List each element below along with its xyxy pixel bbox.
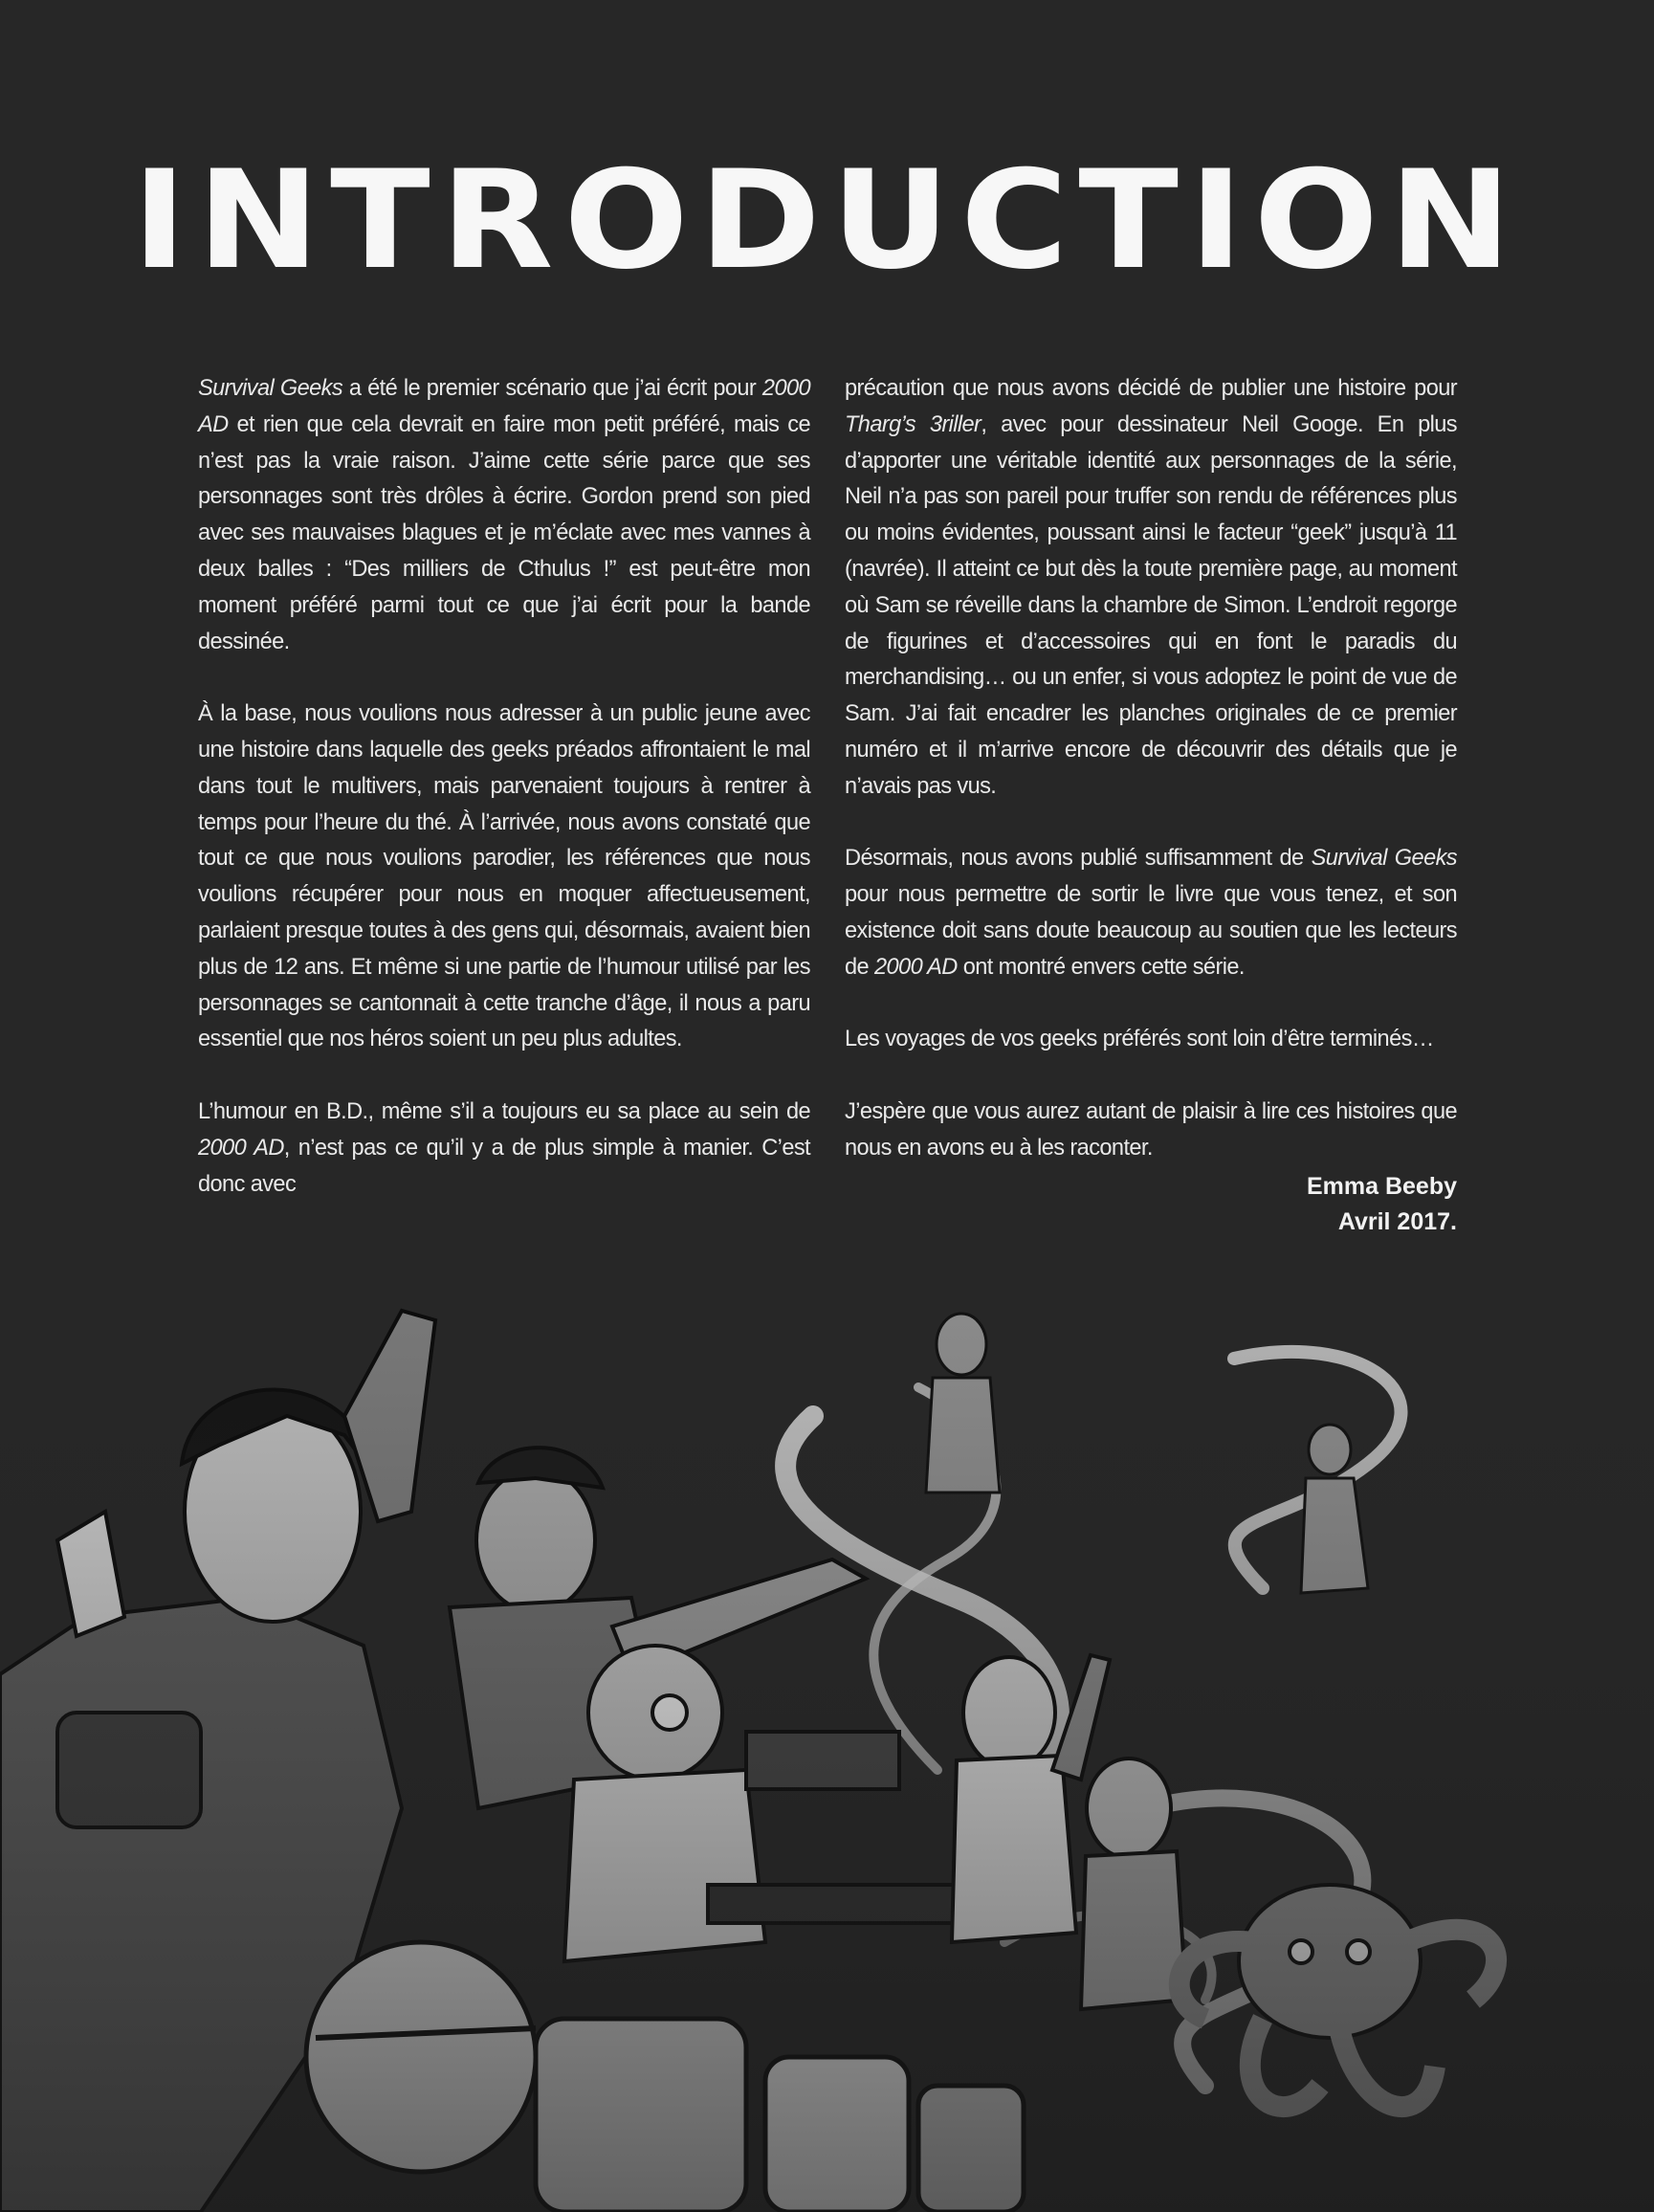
page-title: INTRODUCTION [132,142,1522,299]
text-run: L’humour en B.D., même s’il a toujours eu sa place au sein de [198,1098,810,1124]
text-run: et rien que cela devrait en faire mon petit préféré, mais ce n’est pas la vraie raison. J’aime cette série parce que ses personnages sont très drôles à écrire. Gordon prend son pied avec ses mauvaises blagues et je m’éclate avec mes vannes à deux balles : “Des milliers de Cthulus !” est peut-être mon moment préféré parmi tout ce que j’ai écrit pour la bande dessinée. [198,411,810,654]
signature [1307,1169,1457,1240]
paragraph [198,697,810,1058]
paragraph [198,1095,810,1203]
text-column-right [845,371,1457,1167]
italic-title: Survival Geeks [198,376,343,401]
italic-title: Survival Geeks [1311,846,1457,872]
text-run: , n’est pas ce qu’il y a de plus simple à manier. C’est donc avec [198,1135,810,1197]
text-run: À la base, nous voulions nous adresser à un public jeune avec une histoire dans laquelle des geeks préados affrontaient le mal dans tout le multivers, mais parvenaient toujours à rentrer à temps pour l’heure du thé. À l’arrivée, nous avons constaté que tout ce que nous voulions parodier, les références que nous voulions récupérer pour nous en moquer affectueusement, parlaient presque toutes à des gens qui, désormais, avaient bien plus de 12 ans. Et même si une partie de l’humour utilisé par les personnages se cantonnait à cette tranche d’âge, il nous a paru essentiel que nos héros soient un peu plus adultes. [198,701,810,1052]
text-run: Les voyages de vos geeks préférés sont loin d’être terminés… [845,1027,1434,1052]
italic-title: Tharg’s 3riller [845,411,981,437]
text-run: Désormais, nous avons publié suffisamment de [845,846,1312,872]
text-column-left [198,371,810,1203]
text-run: J’espère que vous aurez autant de plaisir à lire ces histoires que nous en avons eu à les raconter. [845,1098,1457,1161]
italic-title: 2000 AD [874,954,958,980]
text-run: , avec pour dessinateur Neil Googe. En plus d’apporter une véritable identité aux personnages de la série, Neil n’a pas son pareil pour truffer son rendu de références plus ou moins évidentes, poussant ainsi le facteur “geek” jusqu’à 11 (navrée). Il atteint ce but dès la toute première page, au moment où Sam se réveille dans la chambre de Simon. L’endroit regorge de figurines et d’accessoires qui en font le paradis du merchandising… ou un enfer, si vous adoptez le point de vue de Sam. J’ai fait encadrer les planches originales de ce premier numéro et il m’arrive encore de découvrir des détails que je n’avais pas vus. [845,411,1458,799]
text-run: ont montré envers cette série. [957,954,1245,980]
paragraph [845,841,1457,985]
text-run: pour nous permettre de sortir le livre que vous tenez, et son existence doit sans doute beaucoup au soutien que les lecteurs de [845,882,1457,980]
text-run: précaution que nous avons décidé de publier une histoire pour [845,376,1457,401]
comic-illustration [0,1272,1654,2212]
text-run: a été le premier scénario que j’ai écrit pour [342,376,762,401]
signature-author: Emma Beeby [1306,1173,1457,1200]
signature-date: Avril 2017. [1337,1208,1457,1235]
paragraph [845,1022,1457,1058]
paragraph [845,1095,1457,1167]
paragraph [198,371,810,660]
italic-title: 2000 AD [198,376,811,437]
italic-title: 2000 AD [198,1135,284,1161]
paragraph [845,371,1457,806]
